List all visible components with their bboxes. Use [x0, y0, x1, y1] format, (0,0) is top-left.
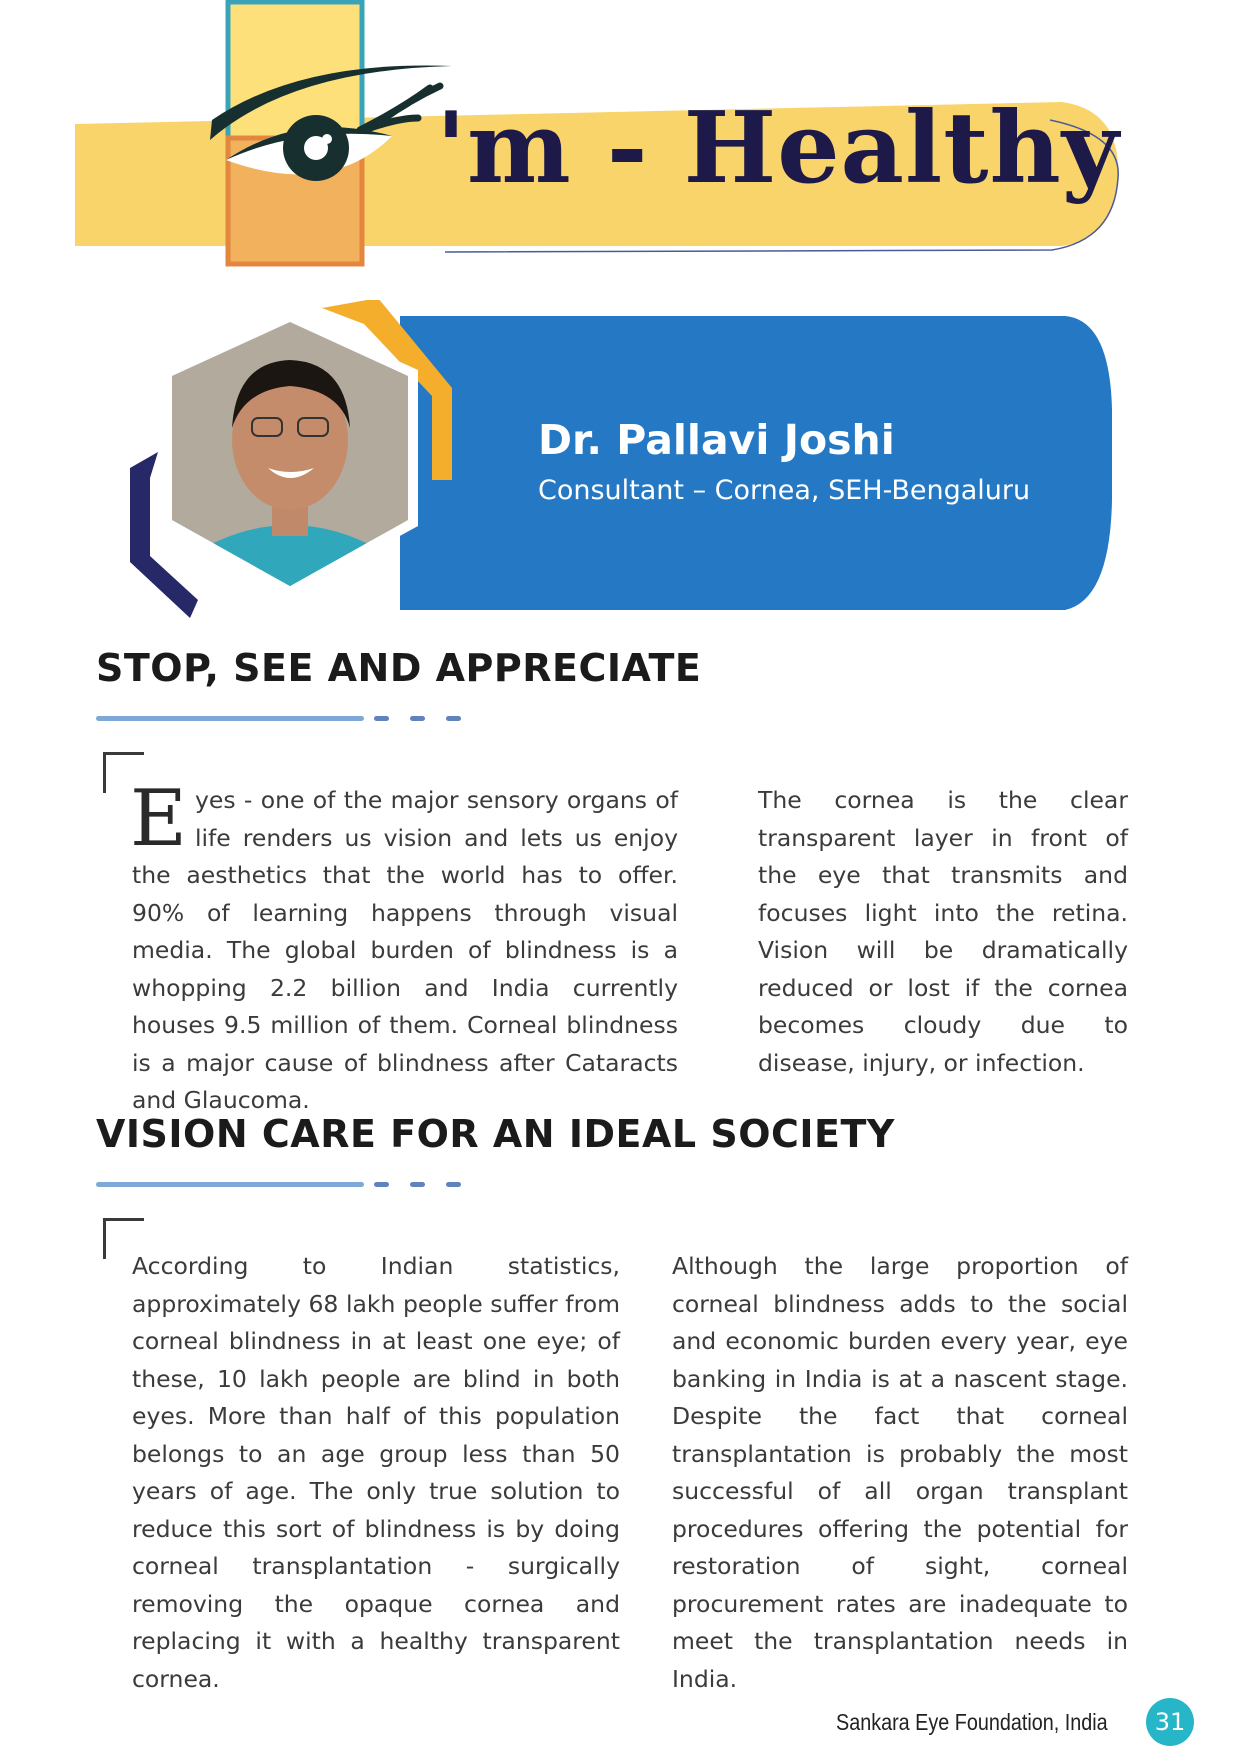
section1-col1-text: yes - one of the major sensory organs of life renders us vision and lets us enjoy the aesthetics that the world has to offer. 90% of learning happens through visual media. The global burden of blindness is a whopping 2.2 billion and India currently houses 9.5 million of them. Corneal blindness is a major cause of blindness after Cataracts and Glaucoma.: [132, 786, 678, 1114]
masthead-title: 'm - Healthy: [436, 91, 1120, 206]
section2-col1: According to Indian statistics, approximately 68 lakh people suffer from corneal blindness in at least one eye; of these, 10 lakh people are blind in both eyes. More than half of this population belongs to an age group less than 50 years of age. The only true solution to reduce this sort of blindness is by doing corneal transplantation - surgically removing the opaque cornea and replacing it with a healthy transparent cornea.: [132, 1252, 620, 1693]
section1-col1: [130, 774, 678, 1120]
section1-col2: The cornea is the clear transparent layer in front of the eye that transmits and focuses light into the retina. Vision will be dramatically reduced or lost if the cornea becomes cloudy due to disease, injury, or infection.: [758, 786, 1128, 1077]
profile-graphic: [0, 300, 1241, 630]
section-heading-1: STOP, SEE AND APPRECIATE: [96, 646, 702, 690]
doctor-role: Consultant – Cornea, SEH-Bengaluru: [538, 475, 1031, 506]
section-heading-2: VISION CARE FOR AN IDEAL SOCIETY: [96, 1112, 895, 1156]
section2-col2: Although the large proportion of corneal blindness adds to the social and economic burden every year, eye banking in India is at a nascent stage. Despite the fact that corneal transplantation is probably the most successful of all organ transplant procedures offering the potential for restoration of sight, corneal procurement rates are inadequate to meet the transplantation needs in India.: [672, 1252, 1128, 1693]
footer-organization: Sankara Eye Foundation, India: [836, 1709, 1108, 1735]
doctor-name: Dr. Pallavi Joshi: [538, 416, 895, 464]
page-number-badge: 31: [1146, 1698, 1194, 1746]
drop-cap: E: [130, 774, 187, 864]
heading-rule-2: [96, 1182, 476, 1188]
profile-card: [0, 300, 1241, 630]
masthead: [0, 0, 1241, 280]
heading-rule-1: [96, 716, 476, 722]
